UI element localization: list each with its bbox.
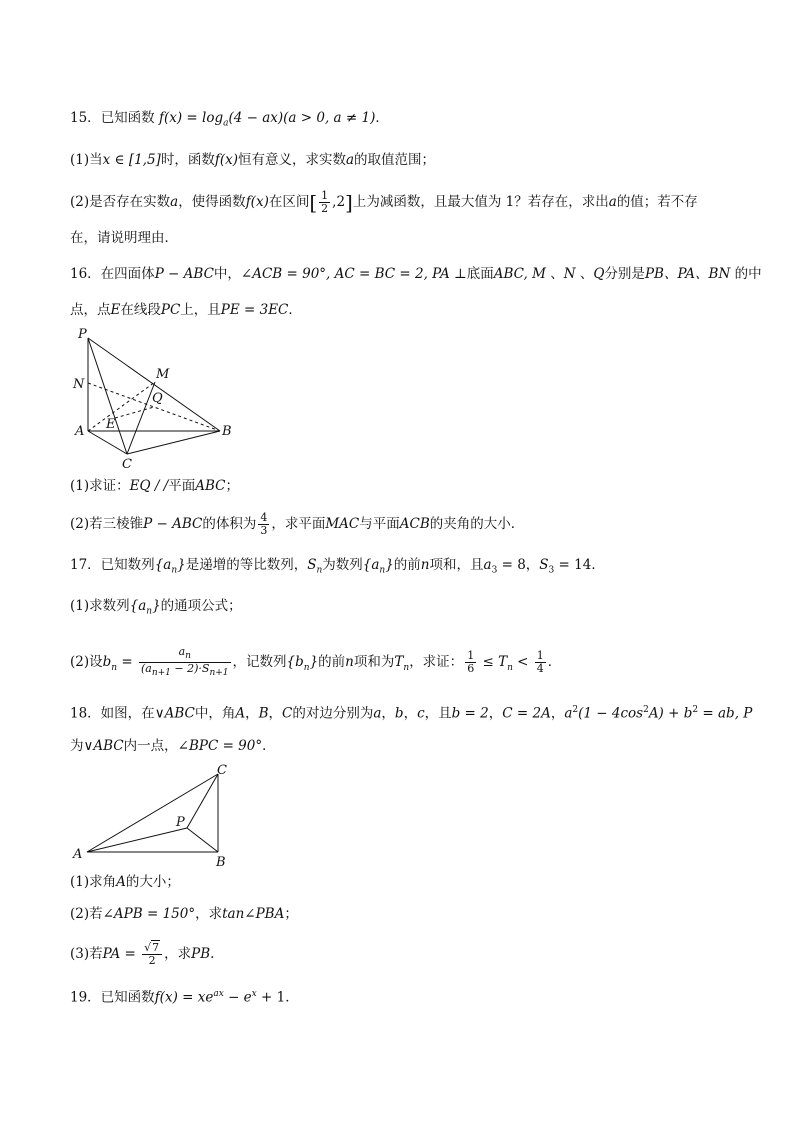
label-E: E — [106, 417, 116, 432]
q17-stem: 17．已知数列$\{a_n\}$是递增的等比数列，$S_n$为数列$\{a_n\}$的前n项和，且$a_3 = 8$，$S_3 = 14$． — [70, 557, 605, 576]
segment-cm — [127, 382, 155, 454]
q19-stem: 19．已知函数$f(x) = xe^{ax} - e^x + 1$． — [70, 989, 299, 1006]
q18-part2: (2)若∠APB = 150°，求tan∠PBA； — [70, 906, 298, 922]
segment-pa — [87, 828, 187, 852]
segment-pb — [187, 828, 218, 852]
label-C: C — [122, 457, 132, 471]
label-C: C — [217, 763, 227, 778]
label-N: N — [73, 377, 85, 392]
q15-part1: (1)当x ∈ [1,5]时，函数f(x)恒有意义，求实数a的取值范围； — [70, 152, 436, 168]
label-M: M — [156, 367, 170, 382]
q18-part1: (1)求角A的大小； — [70, 874, 180, 890]
edge-ac — [88, 431, 127, 454]
q15-part2: (2)是否存在实数a，使得函数f(x)在区间[ $\frac{1}{2}$ ,2]上为减函数，且最大值为 1？若存在，求出a的值；若不存 — [70, 189, 698, 215]
q17-part1: (1)求数列$\{a_n\}$的通项公式； — [70, 598, 242, 617]
q16-stem-line2: 点，点E在线段PC上，且PE = 3EC． — [70, 302, 302, 318]
label-B: B — [222, 424, 232, 439]
side-ac — [87, 774, 218, 852]
q16-part1: (1)求证：EQ / /平面ABC； — [70, 478, 239, 494]
q15-stem: 15．已知函数 $f(x) = \log_a(4 - ax)(a > 0$, a ≠ 1)． — [70, 110, 389, 129]
q16-stem-line1: 16．在四面体P − ABC中，∠ACB = 90°, AC = BC = 2, PA ⊥底面ABC, M 、N 、Q分别是PB、PA、BN 的中 — [70, 266, 762, 282]
label-A: A — [75, 424, 85, 439]
label-P: P — [176, 815, 185, 830]
q18-part3: (3)若PA = $\frac{√7}{2}$ ，求PB. — [70, 941, 215, 967]
q16-part2: (2)若三棱锥P − ABC的体积为 $\frac{4}{3}$ ，求平面MAC与平面ACB的夹角的大小． — [70, 511, 525, 537]
segment-pc — [187, 774, 218, 828]
q18-stem-line2: 为∨ABC内一点，∠BPC = 90°． — [70, 738, 276, 754]
segment-eq — [115, 407, 154, 418]
q18-stem-line1: 18．如图，在∨ABC中，角A，B，C的对边分别为a，b，c，且b = 2，C = 2A，$a^2(1 - 4\cos^2A) + b^2$ = ab, P — [70, 705, 753, 722]
q18-triangle-figure — [70, 760, 240, 868]
q17-part2: (2)设$b_n$ = $\frac{a_n}{(a_{n+1} - 2)\cdot S_{n+1}}$ ，记数列$\{b_n\}$的前n项和为$T_n$，求证： $\frac{1}{6}$ ≤ $T_n$ < $\frac{1}{4}$ ． — [70, 645, 562, 679]
edge-bc — [127, 431, 220, 454]
label-A: A — [73, 847, 83, 862]
q16-tetrahedron-figure — [70, 326, 245, 471]
label-P: P — [78, 327, 87, 342]
q15-part2-cont: 在，请说明理由． — [70, 230, 178, 246]
label-B: B — [216, 855, 226, 868]
edge-pc — [88, 338, 127, 454]
label-Q: Q — [152, 391, 163, 406]
